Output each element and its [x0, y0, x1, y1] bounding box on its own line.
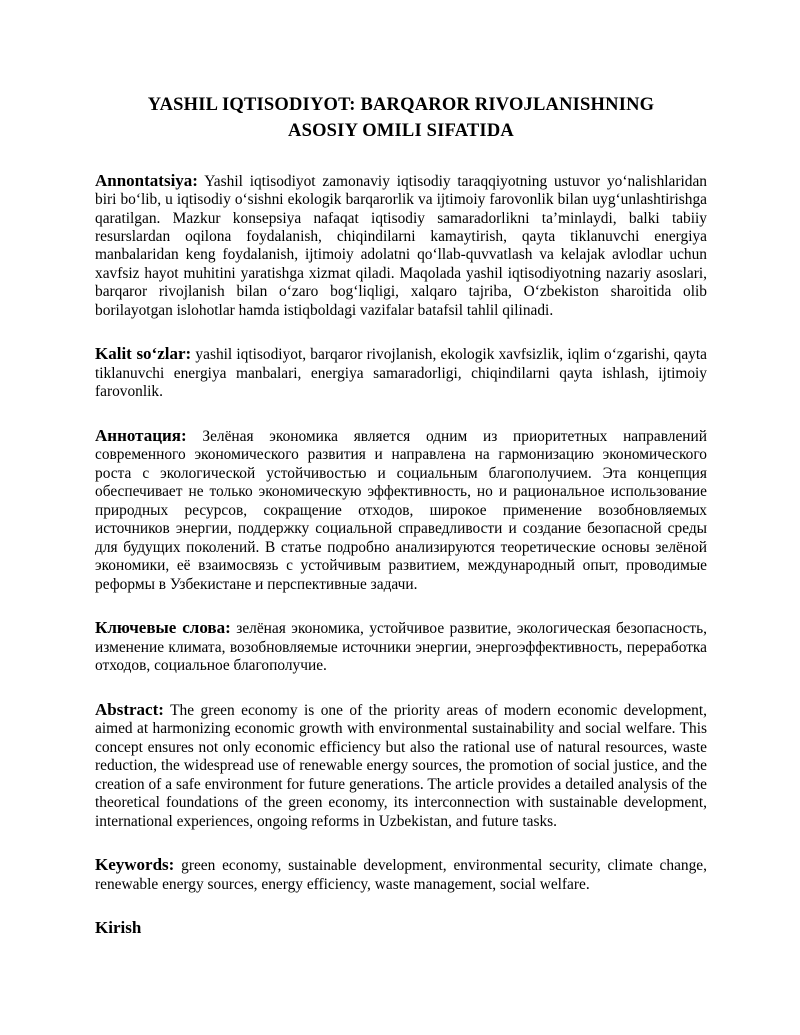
- paragraph-label-annotation-uz: Annontatsiya:: [95, 170, 198, 190]
- paragraph-annotation-uz: [95, 171, 707, 321]
- paragraph-keywords-en: [95, 855, 707, 894]
- paragraph-label-keywords-en: Keywords:: [95, 855, 175, 875]
- paragraph-label-annotation-ru: Аннотация:: [95, 425, 187, 445]
- paragraph-annotation-ru: [95, 426, 707, 594]
- paragraph-text-annotation-uz: Yashil iqtisodiyot zamonaviy iqtisodiy taraqqiyotning ustuvor yo‘nalishlaridan biri bo‘lib, u iqtisodiy o‘sishni ekologik barqarorlik va ijtimoiy farovonlik bilan uyg‘unlashtirishga qaratilgan. Mazkur konsepsiya nafaqat iqtisodiy samaradorlikni ta’minlaydi, balki tabiiy resurslardan oqilona foydalanish, chiqindilarni kamaytirish, qayta tiklanuvchi energiya manbalaridan keng foydalanish, ijtimoiy adolatni qo‘llab-quvvatlash va kelajak avlodlar uchun xavfsiz hayot muhitini yaratishga xizmat qiladi. Maqolada yashil iqtisodiyotning nazariy asoslari, barqaror rivojlanish bilan o‘zaro bog‘liqligi, xalqaro tajriba, O‘zbekiston sharoitida olib borilayotgan islohotlar hamda istiqboldagi vazifalar batafsil tahlil qilinadi.: [95, 172, 707, 319]
- section-heading-kirish: Kirish: [95, 918, 142, 938]
- paragraph-label-keywords-uz: Kalit so‘zlar:: [95, 344, 192, 364]
- paragraph-label-keywords-ru: Ключевые слова:: [95, 618, 231, 638]
- paragraph-text-keywords-uz: yashil iqtisodiyot, barqaror rivojlanish, ekologik xavfsizlik, iqlim o‘zgarishi, qayta tiklanuvchi energiya manbalari, energiya samaradorligi, chiqindilarni qayta ishlash, ijtimoiy farovonlik.: [95, 346, 707, 401]
- paragraph-abstract-en: [95, 700, 707, 831]
- paragraph-text-keywords-en: green economy, sustainable development, environmental security, climate change, renewable energy sources, energy efficiency, waste management, social welfare.: [95, 857, 707, 893]
- paragraph-text-annotation-ru: Зелёная экономика является одним из приоритетных направлений современного экономического развития и направлена на гармонизацию экономического роста с экологической устойчивостью и социальным благополучием. Эта концепция обеспечивает не только экономическую эффективность, но и рациональное использование природных ресурсов, сокращение отходов, широкое применение возобновляемых источников энергии, поддержку социальной справедливости и создание безопасной среды для будущих поколений. В статье подробно анализируются теоретические основы зелёной экономики, её взаимосвязь с устойчивым развитием, международный опыт, проводимые реформы в Узбекистане и перспективные задачи.: [95, 427, 707, 593]
- paragraph-text-keywords-ru: зелёная экономика, устойчивое развитие, экологическая безопасность, изменение климата, возобновляемые источники энергии, энергоэффективность, переработка отходов, социальное благополучие.: [95, 620, 707, 675]
- paragraph-keywords-uz: [95, 344, 707, 401]
- paragraph-text-abstract-en: The green economy is one of the priority areas of modern economic development, aimed at harmonizing economic growth with environmental sustainability and social welfare. This concept ensures not only economic efficiency but also the rational use of natural resources, waste reduction, the widespread use of renewable energy sources, the promotion of social justice, and the creation of a safe environment for future generations. The article provides a detailed analysis of the theoretical foundations of the green economy, its interconnection with sustainable development, international experiences, ongoing reforms in Uzbekistan, and future tasks.: [95, 701, 707, 830]
- title-line-1: YASHIL IQTISODIYOT: BARQAROR RIVOJLANISHNING: [147, 95, 655, 115]
- paragraph-label-abstract-en: Abstract:: [95, 699, 164, 719]
- paragraph-keywords-ru: [95, 618, 707, 675]
- title-line-2: ASOSIY OMILI SIFATIDA: [288, 121, 514, 142]
- page-title: [95, 92, 707, 145]
